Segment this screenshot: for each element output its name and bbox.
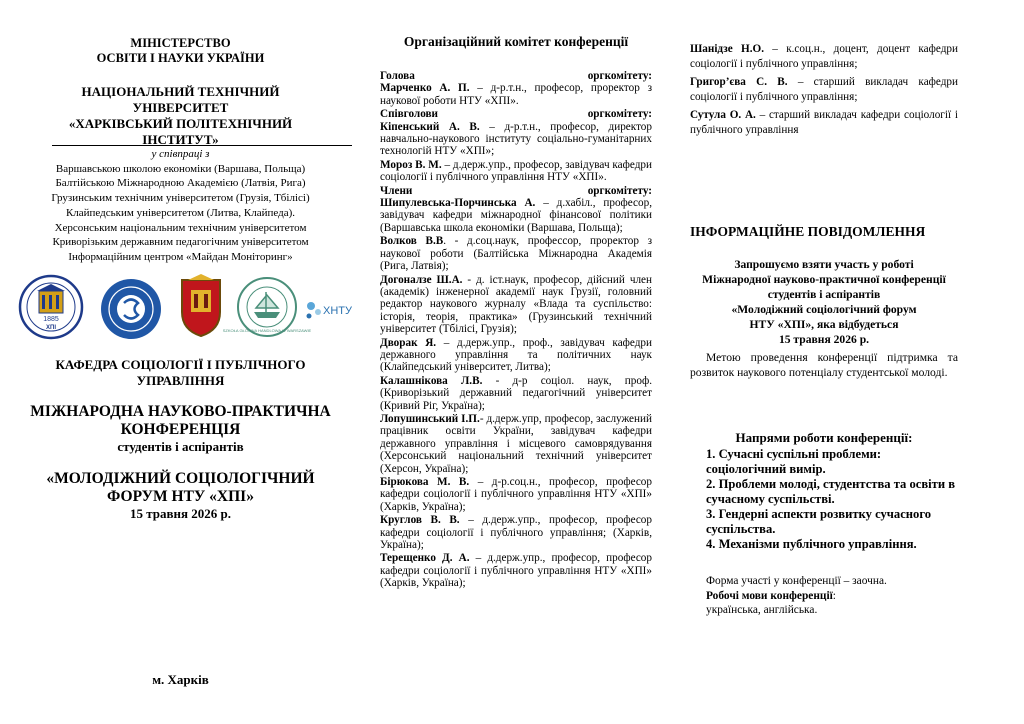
committee-member [380,413,652,475]
member-name: Терещенко Д. А. [380,552,470,565]
member-name: Калашнікова Л.В. [380,374,483,387]
kntu-text: ХНТУ [323,305,352,317]
ministry-line: МІНІСТЕРСТВО [130,36,231,50]
partner-item: Клайпедським університетом (Литва, Клайпеда). [65,206,296,219]
city-label: м. Харків [152,672,209,687]
audience-label: студентів і аспірантів [117,439,244,454]
purpose-text: Метою проведення конференції підтримка та розвиток наукового потенціалу студентської молоді. [690,351,958,379]
committee-member [380,82,652,107]
committee-member [380,337,652,374]
committee-title: Організаційний комітет конференції [403,34,629,49]
participation-info [706,574,956,618]
languages-label: Робочі мови конференції [706,589,833,602]
member-name: Лопушинський І.П. [380,412,480,425]
direction-item: 1. Сучасні суспільні проблеми: соціологічний вимір. [706,447,882,476]
partner-item: Грузинським технічним університетом (Грузія, Тбілісі) [51,192,310,205]
committee-member [380,121,652,158]
member-name: Шанідзе Н.О. [690,43,764,55]
participation-form: Форма участі у конференції – заочна. [706,575,887,587]
committee-member [380,197,652,234]
member-desc: – д-р.соц.н., професор, професор кафедри соціології і публічного управління НТУ «ХПІ» (Харків, Україна); [380,476,652,513]
committee-list-continued [690,42,958,141]
role-word: Співголови [380,108,439,121]
role-word: Члени [380,184,413,197]
committee-list [380,70,652,591]
kntu-logo [302,294,360,326]
front-cover-column [8,0,353,724]
committee-member [380,375,652,412]
member-desc: - д. іст.наук, професор, дійсний член (академік) інженерної академії наук Грузії, головний редактор наукового журналу «Влада та суспільство: історія, теорія, практика» (Грузинський технічний університет (Тбілісі, Грузія); [380,273,652,336]
invitation-line: студентів і аспірантів [767,288,881,301]
member-desc: – д-р.т.н., професор, директор навчально-наукового інституту соціально-гуманітарних технологій НТУ «ХПІ»; [380,120,652,158]
member-name: Дворак Я. [380,336,437,349]
member-name: Марченко А. П. [380,82,470,95]
organizing-committee-column [380,0,652,724]
member-desc: – к.соц.н., доцент, доцент кафедри соціології і публічного управління; [690,43,958,70]
committee-member [690,75,958,105]
university-line: ІНСТИТУТ» [142,132,219,147]
partner-item: Криворізьким державним педагогічним університетом [52,236,309,249]
divider [52,145,352,146]
conference-date: 15 травня 2026 р. [129,506,232,521]
partners-list [8,147,353,265]
forum-title [8,470,353,506]
direction-item: 4. Механізми публічного управління. [706,537,917,551]
ministry-line: ОСВІТИ І НАУКИ УКРАЇНИ [96,51,265,65]
languages-heading [706,589,956,604]
ministry-heading [8,36,353,66]
invitation-line: 15 травня 2026 р. [778,333,870,346]
members-label [380,185,652,197]
committee-member [380,159,652,184]
deputies-label [380,108,652,120]
role-word: Голова [380,70,415,82]
khpi-seal-logo [18,274,84,340]
university-line: УНІВЕРСИТЕТ [132,100,229,115]
info-title: ІНФОРМАЦІЙНЕ ПОВІДОМЛЕННЯ [690,224,926,239]
conference-line: МІЖНАРОДНА НАУКОВО-ПРАКТИЧНА [30,403,331,420]
member-name: Волков В.В [380,235,444,248]
member-name: Сутула О. А. [690,109,756,121]
partner-item: Варшавською школою економіки (Варшава, Польща) [55,162,306,175]
member-name: Круглов В. В. [380,514,460,527]
university-line: «ХАРКІВСЬКИЙ ПОЛІТЕХНІЧНИЙ [68,116,293,131]
member-desc: – д.держ.упр., професор, завідувач кафедри соціології і публічного управління НТУ «ХПІ». [380,158,652,184]
department-line: УПРАВЛІННЯ [136,373,225,388]
forum-line: ФОРУМ НТУ «ХПІ» [107,488,254,505]
head-label [380,70,652,82]
member-desc: – д.держ.упр., проф., завідувач кафедри державного управління та політичних наук (Клайпедський університет, Литва); [380,336,652,374]
role-word: оргкомітету: [587,184,652,197]
member-name: Шипулевська-Порчинська А. [380,197,536,210]
languages-value: українська, англійська. [706,604,818,616]
invitation-text [690,257,958,347]
invitation-line: «Молодіжний соціологічний форум [731,303,917,316]
conference-title [8,403,353,439]
member-desc: – д.хабіл., професор, завідувач кафедри міжнародної фінансової політики (Варшавська школа економіки (Варшава, Польща); [380,197,652,234]
member-desc: – д.держ.упр., професор, професор кафедри соціології і публічного управління; (Харків, Україна); [380,514,652,552]
member-desc: - д-р соціол. наук, проф. (Криворізький державний педагогічний університет (Кривий Ріг, Україна); [380,374,652,412]
forum-line: «МОЛОДІЖНИЙ СОЦІОЛОГІЧНИЙ [46,470,315,487]
partner-item: Інформаційним центром «Майдан Моніторинг» [68,250,293,263]
role-word: оргкомітету: [587,70,652,82]
invitation-line: Запрошуємо взяти участь у роботі [734,258,914,271]
partner-item: Балтійською Міжнародною Академією (Латвія, Рига) [55,177,306,190]
member-desc: – д.держ.упр., професор, професор кафедри соціології і публічного управління НТУ «ХПІ» (Харків, Україна); [380,552,652,590]
direction-item: 3. Гендерні аспекти розвитку сучасного суспільства. [706,507,932,536]
department-heading [8,357,353,389]
invitation-line: Міжнародної науково-практичної конференції [702,273,946,286]
member-name: Кіпенський А. В. [380,120,480,133]
member-name: Григор’єва С. В. [690,76,788,88]
member-name: Мороз В. М. [380,158,442,171]
coat-of-arms-logo [178,274,224,338]
khpi-abbr: ХПІ [46,325,56,331]
conference-line: КОНФЕРЕНЦІЯ [120,421,241,438]
directions-list [690,447,958,552]
member-desc: – старший викладач кафедри соціології і публічного управління; [690,76,958,103]
university-heading [8,84,353,148]
committee-member [380,476,652,513]
khpi-year: 1885 [43,316,59,323]
warsaw-school-logo [222,276,312,338]
warsaw-logo-text: SZKOŁA GŁÓWNA HANDLOWA W WARSZAWIE [222,328,312,333]
member-name: Догоналзе Ш.А. [380,273,463,286]
committee-member [690,42,958,72]
committee-member [690,108,958,138]
department-line: КАФЕДРА СОЦІОЛОГІЇ І ПУБЛІЧНОГО [55,357,306,372]
invitation-line: НТУ «ХПІ», яка відбудеться [749,318,899,331]
member-name: Бірюкова М. В. [380,476,470,488]
committee-member [380,235,652,272]
information-column [690,0,958,724]
partner-item: Херсонським національним технічним університетом [54,221,307,234]
committee-member [380,552,652,589]
languages-colon: : [832,589,836,602]
member-desc: – д-р.т.н., професор, проректор з наукової роботи НТУ «ХПІ». [380,82,652,107]
baltic-academy-logo [100,278,162,340]
member-desc: – старший викладач кафедри соціології і публічного управління [690,109,958,136]
directions-title: Напрями роботи конференції: [735,430,913,445]
committee-member [380,514,652,551]
partner-logos [10,272,355,342]
university-line: НАЦІОНАЛЬНИЙ ТЕХНІЧНИЙ [81,84,280,99]
member-desc: - д.держ.упр, професор, заслужений працівник освіти України, завідувач кафедри державного управління і місцевого самоврядування (Херсонський національний технічний університет (Херсон, Україна); [380,412,652,475]
committee-member [380,274,652,336]
direction-item: 2. Проблеми молоді, студентства та освіти в сучасному суспільстві. [706,477,956,506]
role-word: оргкомітету: [587,108,652,121]
cooperation-label: у співпраці з [151,148,210,160]
member-desc: . - д.соц.наук, профессор, проректор з наукової роботи (Балтійська Міжнародна Академія (Рига, Латвія); [380,235,652,273]
